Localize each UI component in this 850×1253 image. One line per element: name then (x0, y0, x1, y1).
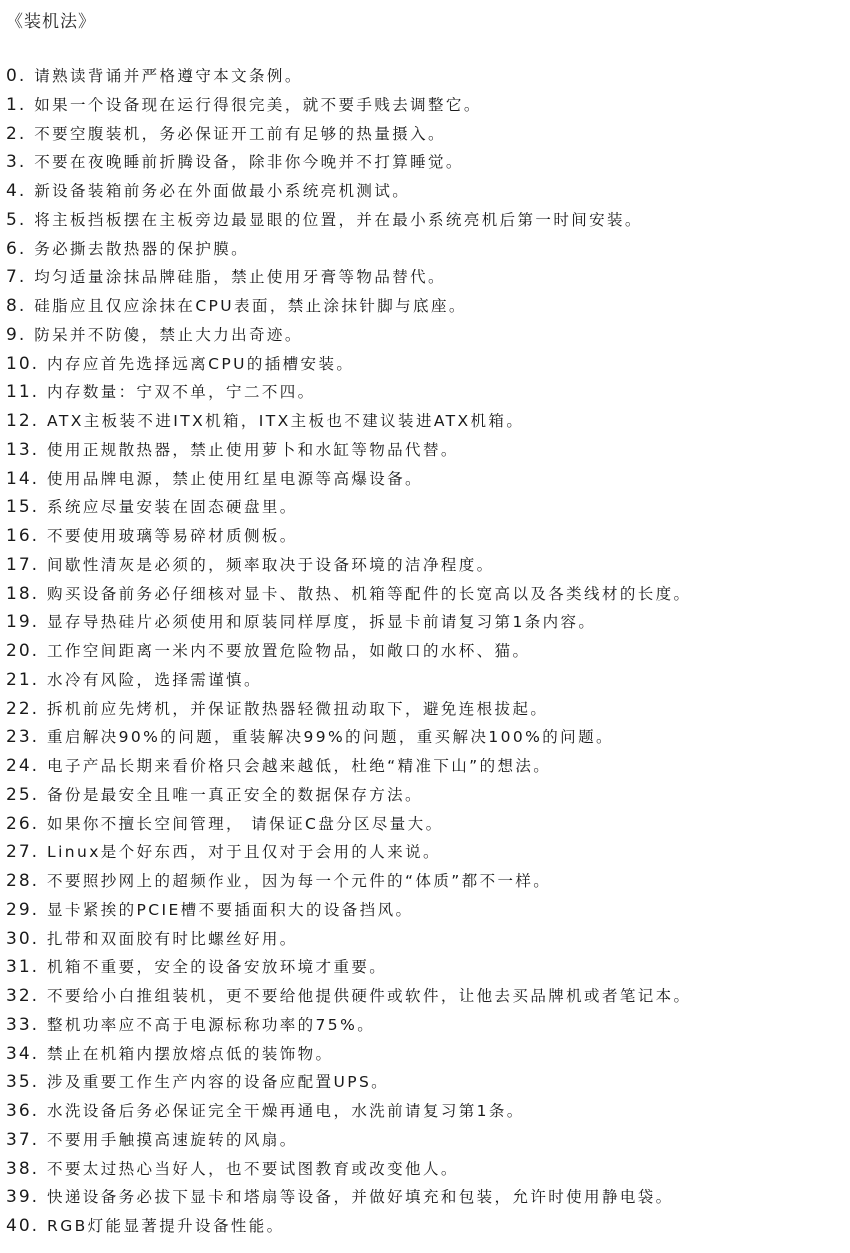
rule-number: 3. (6, 152, 27, 173)
rule-item (6, 551, 848, 580)
rule-item (6, 810, 848, 839)
rule-number: 5. (6, 209, 27, 230)
rule-item (6, 465, 848, 494)
rule-text: 新设备装箱前务必在外面做最小系统亮机测试。 (34, 182, 411, 200)
rule-text: 均匀适量涂抹品牌硅脂，禁止使用牙膏等物品替代。 (34, 268, 446, 287)
rule-text: 不要给小白推组装机，更不要给他提供硬件或软件，让他去买品牌机或者笔记本。 (47, 987, 692, 1005)
rule-item (6, 292, 848, 321)
rule-item (6, 1126, 848, 1155)
rule-text: 将主板挡板摆在主板旁边最显眼的位置，并在最小系统亮机后第一时间安装。 (34, 210, 643, 229)
rule-text: 整机功率应不高于电源标称功率的75%。 (47, 1015, 376, 1034)
rule-number: 10. (6, 353, 40, 374)
rule-number: 36. (6, 1101, 40, 1121)
rule-item (6, 148, 848, 177)
rule-item (6, 62, 848, 91)
rule-item (6, 1183, 848, 1212)
rule-number: 39. (6, 1187, 40, 1208)
rule-item (6, 206, 848, 235)
rule-text: 务必撕去散热器的保护膜。 (34, 239, 250, 258)
rule-number: 38. (6, 1158, 40, 1179)
rule-text: 快递设备务必拔下显卡和塔扇等设备，并做好填充和包装，允许时使用静电袋。 (47, 1188, 674, 1207)
rule-number: 6. (6, 238, 27, 259)
rule-number: 20. (6, 641, 40, 661)
rule-number: 16. (6, 526, 40, 546)
rule-item (6, 407, 848, 436)
rule-item (6, 608, 848, 637)
rule-number: 0. (6, 66, 27, 86)
rule-number: 22. (6, 698, 40, 719)
rule-text: 如果一个设备现在运行得很完美，就不要手贱去调整它。 (34, 95, 482, 114)
rule-text: ATX主板装不进ITX机箱，ITX主板也不建议装进ATX机箱。 (47, 412, 525, 430)
rule-item (6, 896, 848, 925)
rule-number: 9. (6, 324, 27, 345)
rule-text: 重启解决90%的问题，重装解决99%的问题，重买解决100%的问题。 (47, 728, 614, 747)
rule-text: 水冷有风险，选择需谨慎。 (47, 670, 262, 689)
rule-item (6, 1155, 848, 1184)
rule-number: 40. (6, 1216, 40, 1236)
rule-item (6, 695, 848, 724)
rule-number: 25. (6, 784, 40, 805)
rule-item (6, 1212, 848, 1241)
rule-number: 1. (6, 94, 27, 115)
rule-text: 扎带和双面胶有时比螺丝好用。 (47, 929, 298, 948)
rule-number: 34. (6, 1043, 40, 1064)
rule-text: 不要在夜晚睡前折腾设备，除非你今晚并不打算睡觉。 (34, 153, 464, 172)
rule-item (6, 867, 848, 896)
rule-text: 不要使用玻璃等易碎材质侧板。 (47, 527, 298, 545)
rule-number: 35. (6, 1072, 40, 1093)
rule-item (6, 723, 848, 752)
rule-text: 工作空间距离一米内不要放置危险物品，如敞口的水杯、猫。 (47, 642, 531, 660)
rule-number: 13. (6, 439, 40, 460)
rule-number: 37. (6, 1129, 40, 1150)
rule-number: 19. (6, 612, 40, 633)
rule-number: 17. (6, 554, 40, 575)
rule-number: 18. (6, 583, 40, 604)
rule-number: 4. (6, 181, 27, 201)
rule-item (6, 522, 848, 551)
rule-item (6, 177, 848, 206)
rule-text: 不要用手触摸高速旋转的风扇。 (47, 1130, 298, 1149)
rule-text: 禁止在机箱内摆放熔点低的装饰物。 (47, 1044, 334, 1063)
rule-number: 24. (6, 756, 40, 776)
rule-number: 30. (6, 928, 40, 949)
rule-text: 不要空腹装机，务必保证开工前有足够的热量摄入。 (34, 124, 446, 143)
rule-item (6, 982, 848, 1011)
rule-text: 硅脂应且仅应涂抹在CPU表面，禁止涂抹针脚与底座。 (34, 297, 467, 315)
rule-text: 显存导热硅片必须使用和原装同样厚度，拆显卡前请复习第1条内容。 (47, 613, 597, 632)
rule-text: 不要太过热心当好人，也不要试图教育或改变他人。 (47, 1159, 459, 1178)
rule-item (6, 1040, 848, 1069)
rule-number: 29. (6, 899, 40, 920)
rule-item (6, 91, 848, 120)
rule-text: 机箱不重要，安全的设备安放环境才重要。 (47, 958, 388, 977)
rule-text: 间歇性清灰是必须的，频率取决于设备环境的洁净程度。 (47, 555, 495, 574)
rule-item (6, 781, 848, 810)
rule-text: 备份是最安全且唯一真正安全的数据保存方法。 (47, 785, 423, 804)
rule-text: 显卡紧挨的PCIE槽不要插面积大的设备挡风。 (47, 900, 414, 919)
rule-number: 28. (6, 871, 40, 891)
rule-item (6, 666, 848, 695)
rule-item (6, 1097, 848, 1126)
rule-item (6, 493, 848, 522)
rule-number: 11. (6, 382, 40, 403)
rule-number: 12. (6, 411, 40, 431)
rule-text: 拆机前应先烤机，并保证散热器轻微扭动取下，避免连根拔起。 (47, 699, 549, 718)
rule-text: 水洗设备后务必保证完全干燥再通电，水洗前请复习第1条。 (47, 1102, 525, 1120)
rule-text: Linux是个好东西，对于且仅对于会用的人来说。 (47, 843, 441, 862)
rule-text: 请熟读背诵并严格遵守本文条例。 (34, 67, 303, 85)
rule-number: 31. (6, 957, 40, 978)
rule-item (6, 953, 848, 982)
rule-item (6, 263, 848, 292)
rule-text: 系统应尽量安装在固态硬盘里。 (47, 498, 298, 517)
rule-item (6, 1068, 848, 1097)
rule-number: 32. (6, 986, 40, 1006)
rule-text: 内存数量：宁双不单，宁二不四。 (47, 383, 316, 402)
rule-number: 21. (6, 669, 40, 690)
rule-item (6, 350, 848, 379)
rule-text: 内存应首先选择远离CPU的插槽安装。 (47, 354, 355, 373)
rule-text: 防呆并不防傻，禁止大力出奇迹。 (34, 325, 303, 344)
rule-text: 电子产品长期来看价格只会越来越低，杜绝“精准下山”的想法。 (47, 757, 552, 775)
rule-text: 如果你不擅长空间管理， 请保证C盘分区尽量大。 (47, 814, 444, 833)
rule-number: 23. (6, 727, 40, 748)
rule-number: 33. (6, 1014, 40, 1035)
rule-item (6, 378, 848, 407)
rule-text: 涉及重要工作生产内容的设备应配置UPS。 (47, 1073, 390, 1092)
rule-text: RGB灯能显著提升设备性能。 (47, 1217, 285, 1235)
rule-number: 27. (6, 842, 40, 863)
rule-item (6, 235, 848, 264)
rule-item (6, 580, 848, 609)
rule-number: 15. (6, 497, 40, 518)
rule-text: 购买设备前务必仔细核对显卡、散热、机箱等配件的长宽高以及各类线材的长度。 (47, 584, 692, 603)
rule-item (6, 925, 848, 954)
rule-text: 不要照抄网上的超频作业，因为每一个元件的“体质”都不一样。 (47, 872, 552, 890)
rule-item (6, 752, 848, 781)
rule-number: 14. (6, 468, 40, 489)
rule-list (6, 62, 848, 1241)
rule-text: 使用品牌电源，禁止使用红星电源等高爆设备。 (47, 469, 423, 488)
rule-number: 7. (6, 267, 27, 288)
rule-number: 26. (6, 813, 40, 834)
rule-item (6, 637, 848, 666)
rule-text: 使用正规散热器，禁止使用萝卜和水缸等物品代替。 (47, 440, 459, 459)
rule-item (6, 436, 848, 465)
rule-item (6, 1011, 848, 1040)
rule-number: 2. (6, 123, 27, 144)
rule-item (6, 838, 848, 867)
rule-item (6, 321, 848, 350)
rule-item (6, 120, 848, 149)
document-title: 《装机法》 (6, 12, 96, 32)
rule-number: 8. (6, 296, 27, 316)
